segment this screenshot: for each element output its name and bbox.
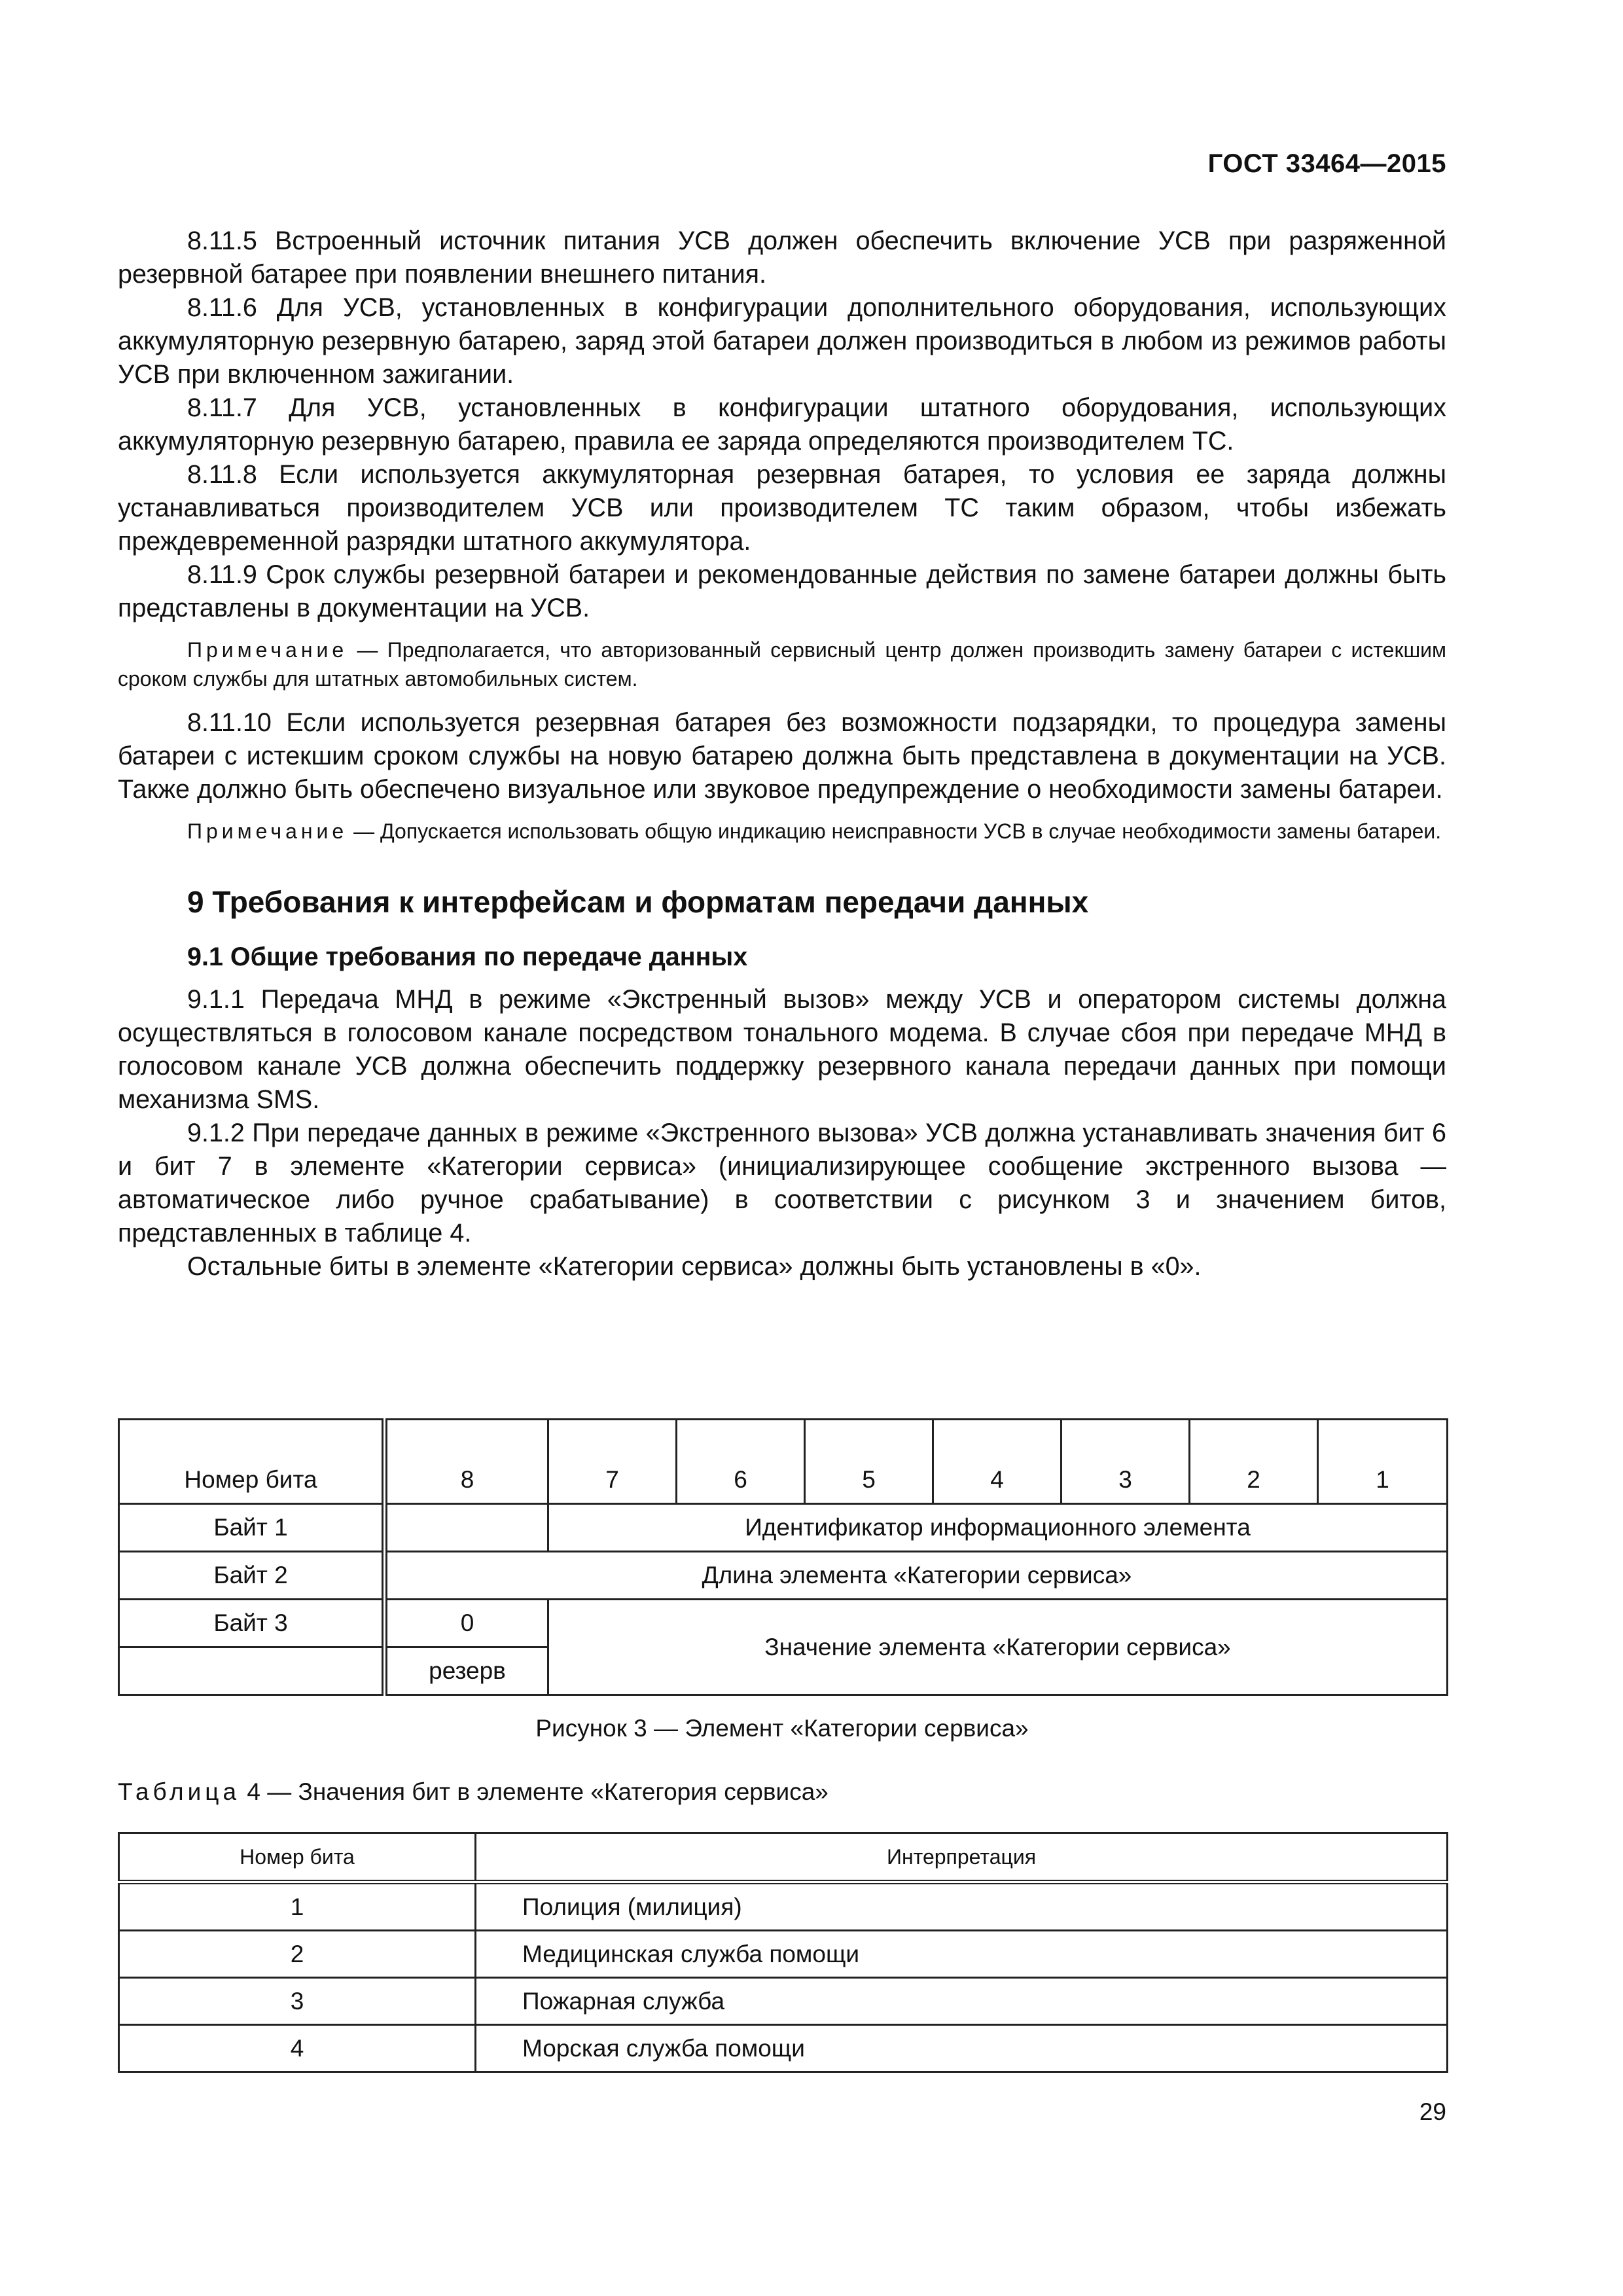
table-cell-text: Полиция (милиция)	[476, 1882, 1448, 1931]
paragraph-8-11-10: 8.11.10 Если используется резервная батарея без возможности подзарядки, то процедура замены батареи с истекшим сроком службы на новую батарею должна быть представлена в документации на УСВ. Также должно быть обеспечено визуальное или звуковое предупреждение о необходимости замены батареи.	[118, 708, 1446, 804]
byte-1-bit-8	[385, 1504, 548, 1552]
paragraph-rest-bits: Остальные биты в элементе «Категории сервиса» должны быть установлены в «0».	[187, 1252, 1202, 1281]
document-page	[118, 0, 1446, 2296]
paragraph-8-11-7: 8.11.7 Для УСВ, установленных в конфигурации штатного оборудования, использующих аккумуляторную резервную батарею, правила ее заряда определяются производителем ТС.	[118, 393, 1446, 456]
table-cell-num: 2	[119, 1931, 476, 1978]
paragraph-9-1-1: 9.1.1 Передача МНД в режиме «Экстренный вызов» между УСВ и оператором системы должна осуществляться в голосовом канале посредством тонального модема. В случае сбоя при передаче МНД в голосовом канале УСВ должна обеспечить поддержку резервного канала передачи данных при помощи механизма SMS.	[118, 985, 1446, 1114]
byte-1-value: Идентификатор информационного элемента	[548, 1504, 1448, 1552]
table-row	[119, 1978, 1448, 2025]
table-cell-text: Медицинская служба помощи	[476, 1931, 1448, 1978]
byte-2-label: Байт 2	[119, 1552, 385, 1600]
note-1-label: Примечание	[187, 638, 348, 662]
bit-2: 2	[1190, 1420, 1318, 1504]
byte-3-bit-8-value: 0	[385, 1600, 548, 1647]
figure-3-caption: Рисунок 3 — Элемент «Категории сервиса»	[535, 1715, 1029, 1742]
table-cell-text: Пожарная служба	[476, 1978, 1448, 2025]
bit-6: 6	[677, 1420, 805, 1504]
byte-2-row	[119, 1552, 1448, 1600]
section-title: 9 Требования к интерфейсам и форматам передачи данных	[187, 885, 1089, 919]
bit-1: 1	[1318, 1420, 1448, 1504]
body-text	[118, 224, 1446, 1283]
figure-3-table	[118, 1418, 1448, 1696]
bit-8: 8	[385, 1420, 548, 1504]
table-4-col-bit-number: Номер бита	[119, 1833, 476, 1882]
byte-1-label: Байт 1	[119, 1504, 385, 1552]
byte-3-empty-label	[119, 1647, 385, 1695]
paragraph-8-11-8: 8.11.8 Если используется аккумуляторная резервная батарея, то условия ее заряда должны устанавливаться производителем УСВ или производителем ТС таким образом, чтобы избежать преждевременной разрядки штатного аккумулятора.	[118, 460, 1446, 556]
table-4-col-interpretation: Интерпретация	[476, 1833, 1448, 1882]
table-cell-num: 3	[119, 1978, 476, 2025]
bit-7: 7	[548, 1420, 677, 1504]
byte-3-row	[119, 1600, 1448, 1647]
byte-1-row	[119, 1504, 1448, 1552]
byte-3-reserve: резерв	[385, 1647, 548, 1695]
paragraph-8-11-6: 8.11.6 Для УСВ, установленных в конфигурации дополнительного оборудования, использующих аккумуляторную резервную батарею, заряд этой батареи должен производиться в любом из режимов работы УСВ при включенном зажигании.	[118, 293, 1446, 389]
bit-3: 3	[1061, 1420, 1190, 1504]
table-row	[119, 2025, 1448, 2072]
bit-4: 4	[933, 1420, 1061, 1504]
note-2	[118, 817, 1446, 846]
table-4-caption	[118, 1778, 829, 1806]
byte-3-label: Байт 3	[119, 1600, 385, 1647]
bit-number-row	[119, 1420, 1448, 1504]
byte-3-value: Значение элемента «Категории сервиса»	[548, 1600, 1448, 1695]
paragraph-9-1-2: 9.1.2 При передаче данных в режиме «Экстренного вызова» УСВ должна устанавливать значения бит 6 и бит 7 в элементе «Категории сервиса» (инициализирующее сообщение экстренного вызова — автоматическое либо ручное срабатывание) в соответствии с рисунком 3 и значением битов, представленных в таблице 4.	[118, 1119, 1446, 1247]
table-cell-text: Морская служба помощи	[476, 2025, 1448, 2072]
note-2-text: — Допускается использовать общую индикацию неисправности УСВ в случае необходимости замены батареи.	[348, 819, 1442, 843]
table-4	[118, 1832, 1448, 2073]
table-cell-num: 4	[119, 2025, 476, 2072]
table-row	[119, 1931, 1448, 1978]
note-1	[118, 636, 1446, 693]
table-4-caption-text: 4 — Значения бит в элементе «Категория сервиса»	[240, 1778, 829, 1805]
document-header: ГОСТ 33464—2015	[1207, 149, 1446, 178]
paragraph-8-11-5: 8.11.5 Встроенный источник питания УСВ должен обеспечить включение УСВ при разряженной резервной батарее при появлении внешнего питания.	[118, 226, 1446, 289]
table-4-caption-label: Таблица	[118, 1778, 241, 1805]
byte-2-value: Длина элемента «Категории сервиса»	[385, 1552, 1448, 1600]
table-row	[119, 1882, 1448, 1931]
table-cell-num: 1	[119, 1882, 476, 1931]
bit-5: 5	[805, 1420, 933, 1504]
bit-number-header: Номер бита	[119, 1420, 385, 1504]
note-2-label: Примечание	[187, 819, 348, 843]
paragraph-8-11-9: 8.11.9 Срок службы резервной батареи и рекомендованные действия по замене батареи должны быть представлены в документации на УСВ.	[118, 560, 1446, 622]
table-4-header-row	[119, 1833, 1448, 1882]
subsection-title: 9.1 Общие требования по передаче данных	[187, 942, 748, 971]
note-1-text: — Предполагается, что авторизованный сервисный центр должен производить замену батареи с истекшим сроком службы для штатных автомобильных систем.	[118, 638, 1446, 691]
page-number: 29	[1419, 2098, 1446, 2125]
